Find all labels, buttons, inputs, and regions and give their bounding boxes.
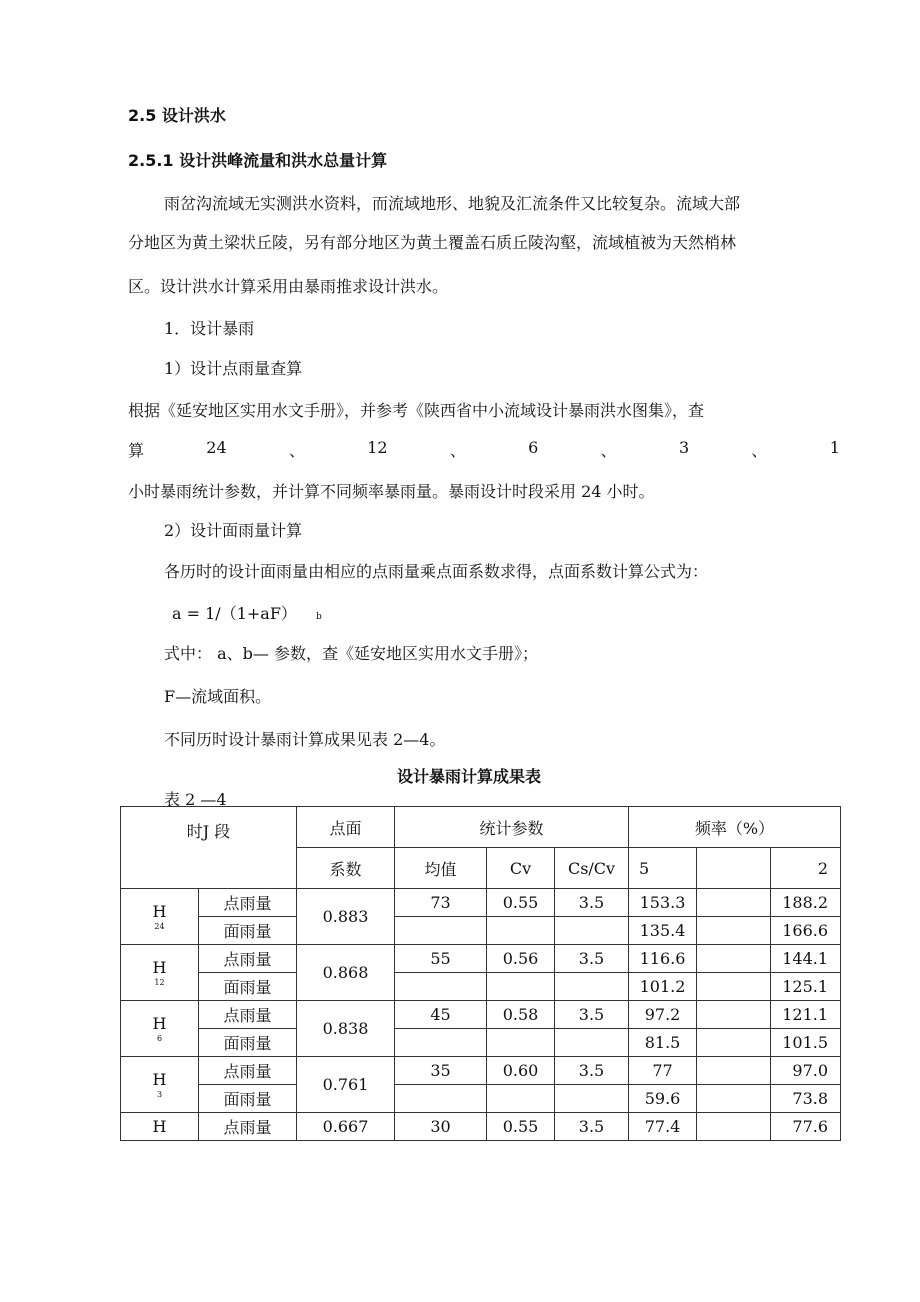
p5-cell: 77 xyxy=(629,1057,697,1085)
coef-cell: 0.761 xyxy=(297,1057,395,1113)
duration-cell: H 12 xyxy=(121,945,199,1001)
p2-cell: 125.1 xyxy=(771,973,841,1001)
header-freq-blank xyxy=(697,848,771,889)
p2-cell: 97.0 xyxy=(771,1057,841,1085)
formula-exponent: b xyxy=(316,612,322,622)
p2-cell: 121.1 xyxy=(771,1001,841,1029)
paragraph-line: 区。设计洪水计算采用由暴雨推求设计洪水。 xyxy=(128,277,449,296)
coef-cell: 0.883 xyxy=(297,889,395,945)
type-cell: 点雨量 xyxy=(199,889,297,917)
formula xyxy=(172,601,322,624)
header-coef: 点面 xyxy=(297,807,395,848)
duration-cell: H 3 xyxy=(121,1057,199,1113)
cscv-cell: 3.5 xyxy=(555,945,629,973)
p5-cell: 116.6 xyxy=(629,945,697,973)
paragraph-line: 雨岔沟流域无实测洪水资料，而流域地形、地貌及汇流条件又比较复杂。流域大部 xyxy=(164,194,741,213)
list-item-areal-rainfall: 2）设计面雨量计算 xyxy=(164,521,303,540)
cscv-cell: 3.5 xyxy=(555,889,629,917)
table-row xyxy=(121,1057,841,1085)
duration-cell: H 24 xyxy=(121,889,199,945)
table-row xyxy=(121,1113,841,1141)
table-title: 设计暴雨计算成果表 xyxy=(397,767,542,786)
mean-cell: 73 xyxy=(395,889,487,917)
list-item-point-rainfall: 1）设计点雨量查算 xyxy=(164,359,303,378)
header-mean: 均值 xyxy=(395,848,487,889)
p5-cell: 77.4 xyxy=(629,1113,697,1141)
p5-cell: 97.2 xyxy=(629,1001,697,1029)
paragraph-line: 各历时的设计面雨量由相应的点雨量乘点面系数求得，点面系数计算公式为： xyxy=(164,562,709,581)
p5-cell: 153.3 xyxy=(629,889,697,917)
mean-cell: 35 xyxy=(395,1057,487,1085)
table-row xyxy=(121,973,841,1001)
mean-cell: 55 xyxy=(395,945,487,973)
paragraph-line: 根据《延安地区实用水文手册》，并参考《陕西省中小流域设计暴雨洪水图集》，查 xyxy=(128,401,705,420)
header-frequency: 频率（%） xyxy=(629,807,841,848)
p5-cell: 135.4 xyxy=(629,917,697,945)
table-label: 表 2 —4 xyxy=(164,790,227,809)
cscv-cell: 3.5 xyxy=(555,1001,629,1029)
cv-cell: 0.55 xyxy=(487,889,555,917)
paragraph-line: 小时暴雨统计参数，并计算不同频率暴雨量。暴雨设计时段采用 24 小时。 xyxy=(128,482,655,501)
type-cell: 面雨量 xyxy=(199,917,297,945)
header-freq-2: 2 xyxy=(771,848,841,889)
p2-cell: 101.5 xyxy=(771,1029,841,1057)
cv-cell: 0.60 xyxy=(487,1057,555,1085)
type-cell: 点雨量 xyxy=(199,1113,297,1141)
p5-cell: 81.5 xyxy=(629,1029,697,1057)
header-cscv: Cs/Cv xyxy=(555,848,629,889)
subsection-heading: 2.5.1 设计洪峰流量和洪水总量计算 xyxy=(128,151,388,170)
mean-cell: 30 xyxy=(395,1113,487,1141)
table-row xyxy=(121,1001,841,1029)
table-row xyxy=(121,1029,841,1057)
p2-cell: 144.1 xyxy=(771,945,841,973)
header-stats: 统计参数 xyxy=(395,807,629,848)
section-heading: 2.5 设计洪水 xyxy=(128,106,226,125)
list-item-design-rainstorm: 1．设计暴雨 xyxy=(164,319,255,338)
p5-cell: 59.6 xyxy=(629,1085,697,1113)
paragraph-line: 不同历时设计暴雨计算成果见表 2—4。 xyxy=(164,730,446,749)
type-cell: 面雨量 xyxy=(199,1029,297,1057)
p2-cell: 166.6 xyxy=(771,917,841,945)
cscv-cell: 3.5 xyxy=(555,1113,629,1141)
paragraph-line: 分地区为黄土梁状丘陵，另有部分地区为黄土覆盖石质丘陵沟壑，流域植被为天然梢林 xyxy=(128,233,737,252)
table-row xyxy=(121,945,841,973)
type-cell: 点雨量 xyxy=(199,1057,297,1085)
duration-cell: H 6 xyxy=(121,1001,199,1057)
header-cv: Cv xyxy=(487,848,555,889)
mean-cell: 45 xyxy=(395,1001,487,1029)
p2-cell: 77.6 xyxy=(771,1113,841,1141)
type-cell: 面雨量 xyxy=(199,973,297,1001)
table-row xyxy=(121,1085,841,1113)
rainfall-result-table xyxy=(120,806,841,1141)
table-row xyxy=(121,917,841,945)
table-row xyxy=(121,889,841,917)
type-cell: 点雨量 xyxy=(199,945,297,973)
type-cell: 点雨量 xyxy=(199,1001,297,1029)
coef-cell: 0.838 xyxy=(297,1001,395,1057)
formula-text: a = 1/（1+aF） xyxy=(172,604,297,623)
cv-cell: 0.58 xyxy=(487,1001,555,1029)
paragraph-line: 式中： a、b— 参数，查《延安地区实用水文手册》； xyxy=(164,644,538,663)
duration-cell: H xyxy=(121,1113,199,1141)
coef-cell: 0.667 xyxy=(297,1113,395,1141)
justified-line: 算 24 、 12 、 6 、 3 、 1 xyxy=(128,438,840,460)
header-coef-2: 系数 xyxy=(297,848,395,889)
p2-cell: 73.8 xyxy=(771,1085,841,1113)
p2-cell: 188.2 xyxy=(771,889,841,917)
cv-cell: 0.56 xyxy=(487,945,555,973)
paragraph-line: F—流域面积。 xyxy=(164,687,272,706)
header-freq-5: 5 xyxy=(629,848,697,889)
header-period: 时J 段 xyxy=(121,807,297,889)
p5-cell: 101.2 xyxy=(629,973,697,1001)
cv-cell: 0.55 xyxy=(487,1113,555,1141)
coef-cell: 0.868 xyxy=(297,945,395,1001)
type-cell: 面雨量 xyxy=(199,1085,297,1113)
cscv-cell: 3.5 xyxy=(555,1057,629,1085)
